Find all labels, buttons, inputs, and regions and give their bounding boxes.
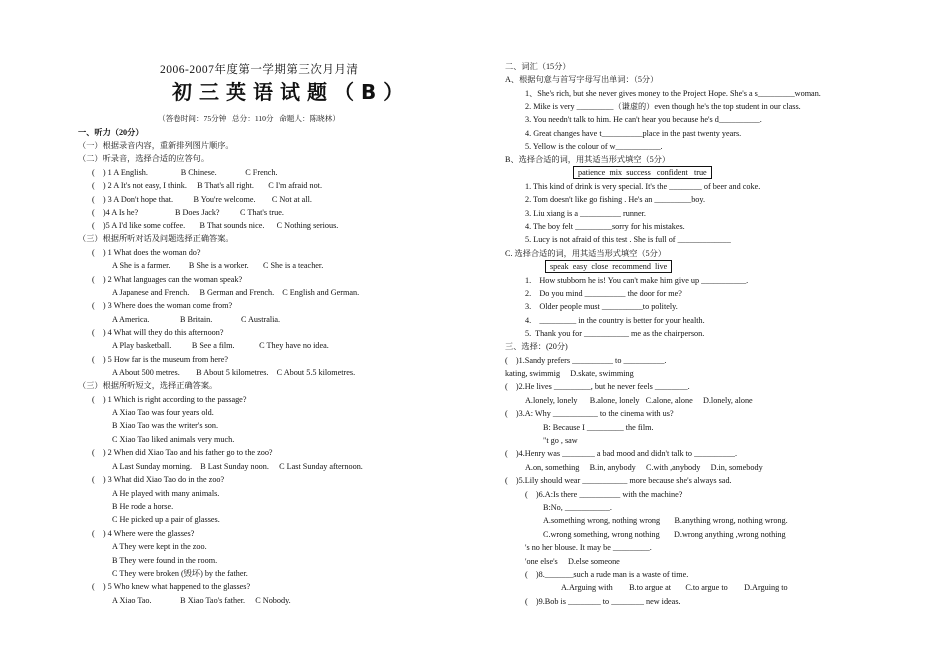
section-choice: 三、选择：(20分) [505, 342, 568, 351]
question: ( ) 3 Where does the woman come from? [92, 301, 233, 310]
question: ( )1.Sandy prefers __________ to __________. [505, 356, 667, 365]
answer-options: A.something wrong, nothing wrong B.anything wrong, nothing wrong. [543, 516, 788, 525]
question: ( )9.Bob is ________ to ________ new ideas. [525, 597, 681, 606]
answer-option: B Xiao Tao was the writer's son. [112, 421, 219, 430]
instruction: （一）根据录音内容，重新排列图片顺序。 [78, 141, 234, 150]
question: 4. _________ in the country is better for your health. [525, 316, 705, 325]
question: 4. The boy felt _________sorry for his mistakes. [525, 222, 685, 231]
question: ( ) 4 Where were the glasses? [92, 529, 195, 538]
section-listening: 一、听力（20分） [78, 128, 144, 137]
question: 5. Lucy is not afraid of this test . She is full of _____________ [525, 235, 731, 244]
question: ( ) 3 What did Xiao Tao do in the zoo? [92, 475, 225, 484]
question: 5. Yellow is the colour of w___________. [525, 142, 663, 151]
exam-title: 初三英语试题（B） [172, 80, 411, 104]
exam-meta: （答卷时间：75分钟 总分：110分 命题人：陈晓林） [158, 114, 340, 123]
question: ( )3.A: Why ___________ to the cinema with us? [505, 409, 674, 418]
answer-options: A.lonely, lonely B.alone, lonely C.alone, alone D.lonely, alone [525, 396, 753, 405]
answer-option: B He rode a horse. [112, 502, 174, 511]
answer-option: C They were broken (毁坏) by the father. [112, 569, 248, 578]
word-bank-box: speak easy close recommend live [545, 260, 672, 273]
question: ( ) 1 A English. B Chinese. C French. [92, 168, 278, 177]
word-bank-box: patience mix success confident true [573, 166, 712, 179]
answer-option: C Xiao Tao liked animals very much. [112, 435, 235, 444]
answer-options: A Last Sunday morning. B Last Sunday noon. C Last Sunday afternoon. [112, 462, 363, 471]
answer-options: A.Arguing with B.to argue at C.to argue to D.Arguing to [561, 583, 788, 592]
question: ( ) 1 Which is right according to the passage? [92, 395, 247, 404]
answer-options: A Play basketball. B See a film. C They have no idea. [112, 341, 329, 350]
dialogue-line: B: Because I _________ the film. [543, 423, 654, 432]
question: 3. Liu xiang is a __________ runner. [525, 209, 646, 218]
answer-options: C.wrong something, wrong nothing D.wrong anything ,wrong nothing [543, 530, 786, 539]
answer-option: B They were found in the room. [112, 556, 218, 565]
question: 3. Older people must __________to politely. [525, 302, 678, 311]
question: ( ) 3 A Don't hope that. B You're welcome. C Not at all. [92, 195, 312, 204]
question: ( ) 2 A It's not easy, I think. B That's all right. C I'm afraid not. [92, 181, 323, 190]
answer-option: C He picked up a pair of glasses. [112, 515, 220, 524]
question: ( )4 A Is he? B Does Jack? C That's true. [92, 208, 284, 217]
answer-option: A He played with many animals. [112, 489, 220, 498]
question: ( ) 4 What will they do this afternoon? [92, 328, 224, 337]
answer-options: A She is a farmer. B She is a worker. C She is a teacher. [112, 261, 324, 270]
section-vocabulary: 二、词汇（15分） [505, 62, 571, 71]
instruction: （二）听录音，选择合适的应答句。 [78, 154, 210, 163]
question: ( )5 A I'd like some coffee. B That sounds nice. C Nothing serious. [92, 221, 339, 230]
question: 's no her blouse. It may be _________. [525, 543, 652, 552]
question: ( )5.Lily should wear ___________ more because she's always sad. [505, 476, 732, 485]
answer-option: A They were kept in the zoo. [112, 542, 207, 551]
question: 2. Tom doesn't like go fishing . He's an _________boy. [525, 195, 705, 204]
question: ( ) 5 How far is the museum from here? [92, 355, 228, 364]
question: 3. You needn't talk to him. He can't hear you because he's d__________. [525, 115, 762, 124]
instruction: （三）根据所听短文，选择正确答案。 [78, 381, 218, 390]
answer-options: A About 500 metres. B About 5 kilometres. C About 5.5 kilometres. [112, 368, 356, 377]
answer-options: kating, swimmig D.skate, swimming [505, 369, 634, 378]
instruction: B、选择合适的词，用其适当形式填空（5分） [505, 155, 671, 164]
question: ( ) 5 Who knew what happened to the glasses? [92, 582, 251, 591]
question: 1、She's rich, but she never gives money to the Project Hope. She's a s_________woman. [525, 89, 821, 98]
question: 2. Mike is very _________（谦虚的）even though he's the top student in our class. [525, 102, 801, 111]
instruction: C. 选择合适的词，用其适当形式填空（5分） [505, 249, 667, 258]
question: ( ) 2 What languages can the woman speak? [92, 275, 243, 284]
answer-options: A America. B Britain. C Australia. [112, 315, 281, 324]
question: 5. Thank you for ___________ me as the chairperson. [525, 329, 705, 338]
question: 1. How stubborn he is! You can't make him give up ___________. [525, 276, 749, 285]
answer-options: A Xiao Tao. B Xiao Tao's father. C Nobody. [112, 596, 291, 605]
question: ( )6.A:Is there __________ with the machine? [525, 490, 683, 499]
question: ( ) 2 When did Xiao Tao and his father go to the zoo? [92, 448, 273, 457]
question: 4. Great changes have t__________place in the past twenty years. [525, 129, 742, 138]
instruction: A、根据句意与首写字母写出单词：（5分） [505, 75, 659, 84]
question: ( ) 1 What does the woman do? [92, 248, 201, 257]
answer-options: 'one else's D.else someone [525, 557, 620, 566]
instruction: （三）根据所听对话及问题选择正确答案。 [78, 234, 234, 243]
question: ( )4.Henry was ________ a bad mood and didn't talk to __________. [505, 449, 738, 458]
answer-option: A Xiao Tao was four years old. [112, 408, 214, 417]
answer-options: A.on, something B.in, anybody C.with ,anybody D.in, somebody [525, 463, 763, 472]
question: 2. Do you mind __________ the door for me? [525, 289, 682, 298]
answer-options: "t go , saw [543, 436, 578, 445]
question: 1. This kind of drink is very special. It's the ________ of beer and coke. [525, 182, 761, 191]
question: ( )2.He lives _________, but he never feels ________. [505, 382, 690, 391]
answer-options: A Japanese and French. B German and French. C English and German. [112, 288, 360, 297]
dialogue-line: B:No, ___________. [543, 503, 612, 512]
exam-subtitle: 2006-2007年度第一学期第三次月月清 [160, 64, 359, 76]
question: ( )8._______such a rude man is a waste of time. [525, 570, 689, 579]
